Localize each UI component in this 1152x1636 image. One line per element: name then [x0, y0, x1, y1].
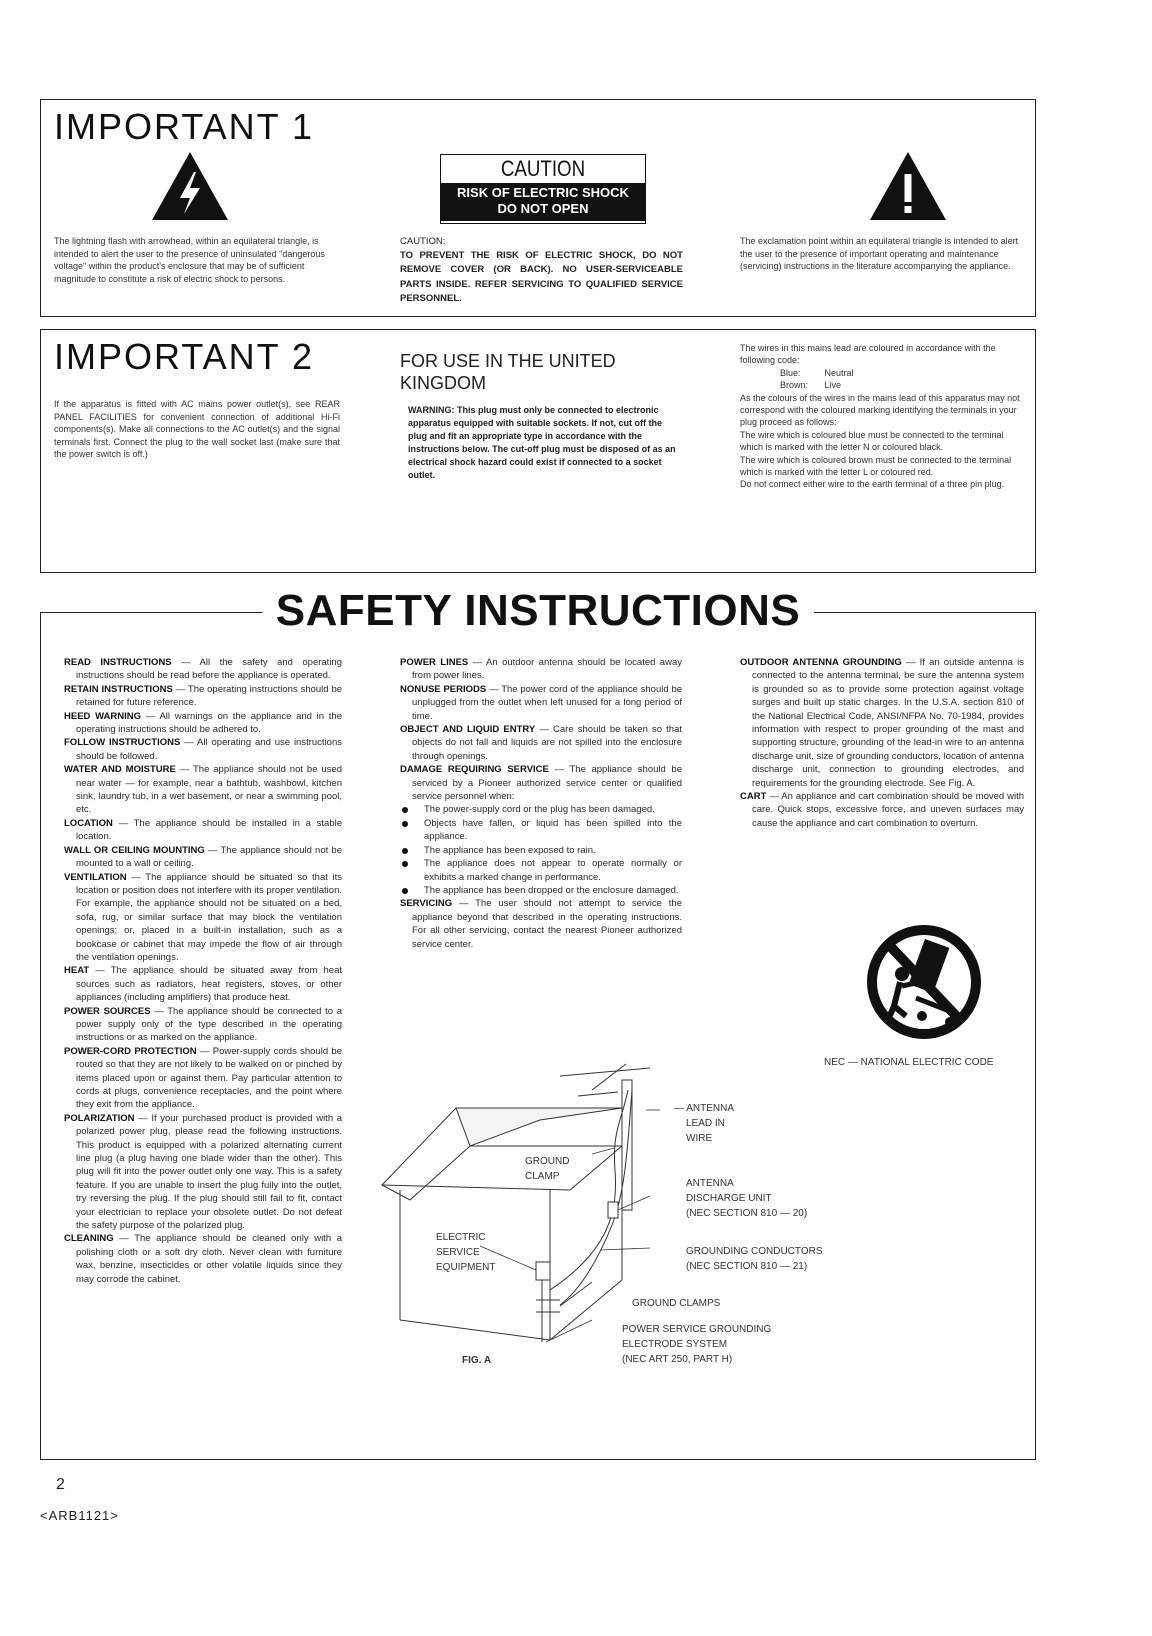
safety-entry-heading: DAMAGE REQUIRING SERVICE	[400, 764, 549, 776]
important-1-title: IMPORTANT 1	[54, 106, 315, 147]
safety-entry-heading: POWER LINES	[400, 657, 469, 668]
label-grounding-conductors-line-1: GROUNDING CONDUCTORS	[686, 1246, 823, 1257]
wire-blue-row	[740, 367, 1024, 379]
label-grounding-conductors	[686, 1244, 822, 1274]
safety-entry-heading: FOLLOW INSTRUCTIONS	[64, 737, 181, 749]
safety-entry-text: — The user should not attempt to service the appliance beyond that described in the operating instructions. For all other servicing, contact the nearest Pioneer authorized service center.	[412, 898, 683, 950]
safety-entry-heading: HEED WARNING	[64, 710, 142, 722]
label-grounding-conductors-line-2: (NEC SECTION 810 — 21)	[686, 1261, 808, 1272]
safety-entry-text: — The appliance should be serviced by a Pioneer authorized service center or qualified service personnel when:	[412, 764, 682, 803]
safety-entry	[64, 656, 342, 683]
safety-entry-heading: CLEANING	[64, 1233, 114, 1245]
exclamation-warning-icon	[868, 150, 948, 222]
safety-entry-text: — The power cord of the appliance should be unplugged from the outlet when left unused for a long period of time.	[412, 683, 683, 722]
caution-text: TO PREVENT THE RISK OF ELECTRIC SHOCK, DO NOT REMOVE COVER (OR BACK). NO USER-SERVICEABLE PARTS INSIDE. REFER SERVICING TO QUALIFIED SERVICE PERSONNEL.	[400, 250, 683, 304]
label-discharge-unit-line-1: ANTENNA	[686, 1178, 734, 1189]
safety-entry-text: — Care should be taken so that objects do not fall and liquids are not spilled into the enclosure through openings.	[412, 724, 683, 762]
label-power-service-line-1: POWER SERVICE GROUNDING	[622, 1324, 772, 1335]
safety-title-wrap	[0, 586, 1076, 636]
service-condition-item: The appliance does not appear to operate normally or exhibits a marked change in performance.	[400, 857, 682, 884]
lightning-warning-icon	[150, 150, 230, 222]
safety-entry-text: — All the safety and operating instructions should be read before the appliance is operated.	[76, 657, 342, 682]
label-discharge-unit-line-2: DISCHARGE UNIT	[686, 1193, 772, 1204]
safety-entry	[64, 871, 342, 965]
safety-entry-text: — The appliance should be cleaned only with a polishing cloth or a soft dry cloth. Never clean with furniture wax, benzine, insecticides or other volatile liquids since they may corrode the cabinet.	[76, 1233, 342, 1285]
lightning-description: The lightning flash with arrowhead, within an equilateral triangle, is intended to alert the user to the presence of uninsulated "dangerous voltage" within the product's enclosure that may be of sufficient magnitude to constitute a risk of electric shock to persons.	[54, 236, 325, 284]
wires-intro: The wires in this mains lead are coloured in accordance with the following code:	[740, 343, 996, 366]
apparatus-outlet-note: If the apparatus is fitted with AC mains power outlet(s), see REAR PANEL FACILITIES for convenient connection of additional Hi-Fi components(s). Make all connections to the AC outlet(s) and the signal terminals first. Connect the plug to the wall socket last (make sure that the power switch is off.)	[54, 399, 340, 460]
caution-heading: CAUTION:	[400, 236, 446, 247]
caution-label-title: CAUTION	[500, 156, 586, 181]
label-ground-clamp-line-2: CLAMP	[525, 1171, 560, 1182]
page-number: 2	[56, 1476, 65, 1493]
safety-entry-text: — The appliance should not be used near water — for example, near a bathtub, washbowl, kitchen sink, laundry tub, in a wet basement, or near a swimming pool, etc.	[76, 764, 342, 816]
safety-entry	[64, 1232, 342, 1286]
nec-note: NEC — NATIONAL ELECTRIC CODE	[824, 1057, 994, 1068]
wires-paragraph-2: The wire which is coloured blue must be connected to the terminal which is marked with the letter N or coloured black.	[740, 429, 1004, 453]
safety-entry-heading: OBJECT AND LIQUID ENTRY	[400, 724, 536, 736]
safety-entry-text: — All operating and use instructions should be followed.	[76, 737, 342, 762]
uk-use-title: FOR USE IN THE UNITED KINGDOM	[400, 351, 616, 393]
label-antenna-lead-line-2: LEAD IN	[686, 1118, 725, 1129]
mains-lead-colour-code	[740, 342, 1024, 491]
label-antenna-lead	[674, 1101, 734, 1146]
caution-shock-banner	[441, 183, 645, 221]
safety-entry-heading: POWER SOURCES	[64, 1005, 151, 1017]
exclamation-description: The exclamation point within an equilateral triangle is intended to alert the user to the presence of important operating and maintenance (servicing) instructions in the literature accompanying the appliance.	[740, 236, 1019, 272]
safety-entry-text: — If an outside antenna is connected to the antenna terminal, be sure the antenna system is grounded so as to provide some protection against voltage surges and built up static charges. In the U.S.A. section 810 of the National Electrical Code, ANSI/NFPA No. 70-1984, provides information with respect to proper grounding of the mast and supporting structure, grounding of the lead-in wire to an antenna discharge unit, size of grounding conductors, location of antenna discharge unit, connection to grounding electrodes, and requirements for the grounding electrode. See Fig. A.	[752, 657, 1024, 789]
wire-blue-label: Blue:	[780, 367, 801, 378]
safety-entry	[64, 1005, 342, 1045]
safety-entry-heading: HEAT	[64, 965, 90, 977]
label-antenna-lead-line-1: — ANTENNA	[674, 1103, 735, 1114]
safety-entry-heading: OUTDOOR ANTENNA GROUNDING	[740, 657, 902, 668]
label-discharge-unit	[686, 1176, 807, 1221]
safety-entry-heading: RETAIN INSTRUCTIONS	[64, 683, 173, 695]
safety-entry-text: — The appliance should be connected to a power supply only of the type described in the operating instructions or as marked on the appliance.	[76, 1005, 342, 1044]
service-condition-item: Objects have fallen, or liquid has been spilled into the appliance.	[400, 817, 682, 844]
label-antenna-lead-line-3: WIRE	[686, 1133, 713, 1144]
caution-shock-line-1: RISK OF ELECTRIC SHOCK	[457, 185, 629, 200]
safety-entry-text: — The operating instructions should be retained for future reference.	[76, 683, 343, 709]
document-code: <ARB1121>	[40, 1508, 119, 1523]
safety-entry-heading: VENTILATION	[64, 871, 127, 883]
safety-entry-text: — All warnings on the appliance and in the operating instructions should be adhered to.	[76, 710, 342, 736]
wires-paragraph-4: Do not connect either wire to the earth terminal of a three pin plug.	[740, 479, 1005, 490]
label-power-service-line-3: (NEC ART 250, PART H)	[622, 1354, 733, 1365]
safety-entry-text: — An appliance and cart combination should be moved with care. Quick stops, excessive force, and uneven surfaces may cause the appliance and cart combination to overturn.	[752, 791, 1025, 829]
service-condition-item: The appliance has been dropped or the enclosure damaged.	[400, 884, 682, 897]
service-condition-item: The appliance has been exposed to rain.	[400, 844, 682, 857]
safety-entry-heading: POWER-CORD PROTECTION	[64, 1045, 197, 1057]
safety-entry-text: — An outdoor antenna should be located away from power lines.	[412, 657, 682, 682]
safety-entry-heading: NONUSE PERIODS	[400, 683, 487, 695]
safety-entry	[64, 763, 342, 817]
wire-brown-value: Live	[824, 380, 842, 391]
safety-entry-text: — The appliance should be installed in a stable location.	[76, 817, 342, 843]
wire-brown-row	[740, 379, 1024, 391]
safety-entry-text: — If your purchased product is provided with a polarized power plug, please read the following instructions. This product is equipped with a polarized alternating current line plug (a plug having one blade wider than the other). This plug will fit into the power outlet only one way. This is a safety feature. If you are unable to insert the plug fully into the outlet, try reversing the plug. If the plug should still fail to fit, contact your electrician to replace your obsolete outlet. Do not defeat the safety purpose of the polarized plug.	[76, 1112, 343, 1232]
safety-entry-heading: SERVICING	[400, 898, 453, 910]
caution-shock-line-2: DO NOT OPEN	[497, 201, 589, 216]
safety-entry-servicing	[400, 897, 682, 951]
safety-title: SAFETY INSTRUCTIONS	[262, 586, 815, 635]
safety-entry-text: — The appliance should not be mounted to a wall or ceiling.	[76, 844, 343, 870]
label-ground-clamp-line-1: GROUND	[525, 1156, 570, 1167]
safety-entry-heading: READ INSTRUCTIONS	[64, 657, 172, 668]
safety-entry	[400, 683, 682, 723]
safety-entry	[64, 817, 342, 844]
safety-entry	[740, 656, 1024, 790]
label-discharge-unit-line-3: (NEC SECTION 810 — 20)	[686, 1208, 808, 1219]
label-electric-service-line-2: SERVICE	[436, 1247, 480, 1258]
wires-paragraph-1: As the colours of the wires in the mains lead of this apparatus may not correspond with the coloured marking identifying the terminals in your plug proceed as follows:	[740, 392, 1020, 428]
safety-entry-heading: CART	[740, 791, 767, 803]
safety-entry-text: — The appliance should be situated so that its location or position does not interfere with its proper ventilation. For example, the appliance should not be situated on a bed, sofa, rug, or similar surface that may block the ventilation openings; or, placed in a built-in installation, such as a bookcase or cabinet that may impede the flow of air through the ventilation openings.	[76, 871, 343, 963]
safety-entry-text: — The appliance should be situated away from heat sources such as radiators, heat registers, stoves, or other appliances (including amplifiers) that produce heat.	[76, 965, 342, 1004]
important-2-title: IMPORTANT 2	[54, 336, 315, 377]
label-electric-service-line-1: ELECTRIC	[436, 1232, 486, 1243]
label-electric-service	[436, 1230, 495, 1275]
wire-brown-label: Brown:	[780, 380, 809, 391]
safety-entry-heading: POLARIZATION	[64, 1112, 135, 1124]
safety-entry-heading: LOCATION	[64, 817, 113, 829]
service-condition-item: The power-supply cord or the plug has been damaged.	[400, 803, 682, 816]
wire-blue-value: Neutral	[824, 367, 854, 378]
safety-entry	[400, 723, 682, 763]
safety-entry-heading: WALL OR CEILING MOUNTING	[64, 844, 205, 856]
safety-entry	[400, 763, 682, 803]
safety-entry	[64, 844, 342, 871]
label-power-service-grounding	[622, 1322, 771, 1367]
safety-column-3	[740, 656, 1024, 830]
safety-entry	[64, 710, 342, 737]
safety-column-1	[64, 656, 342, 1286]
label-ground-clamps: GROUND CLAMPS	[632, 1298, 721, 1309]
figure-label: FIG. A	[462, 1355, 492, 1366]
safety-entry	[64, 736, 342, 763]
safety-entry	[64, 964, 342, 1004]
label-ground-clamp	[525, 1154, 569, 1184]
safety-entry	[64, 1112, 342, 1233]
label-power-service-line-2: ELECTRODE SYSTEM	[622, 1339, 728, 1350]
safety-column-2	[400, 656, 682, 951]
cart-tipover-warning-icon	[866, 922, 982, 1040]
caution-text-block	[400, 235, 683, 306]
wires-paragraph-3: The wire which is coloured brown must be connected to the terminal which is marked with the letter L or coloured red.	[740, 454, 1012, 478]
label-electric-service-line-3: EQUIPMENT	[436, 1262, 496, 1273]
safety-entry	[740, 790, 1024, 830]
caution-label-box	[440, 154, 646, 224]
safety-entry	[400, 656, 682, 683]
safety-entry-heading: WATER AND MOISTURE	[64, 764, 176, 776]
uk-plug-warning: WARNING: This plug must only be connected to electronic apparatus equipped with suitable sockets. If not, cut off the plug and fit an appropriate type in accordance with the instructions below. The cut-off plug must be disposed of as an electrical shock hazard could exist if connected to a socket outlet.	[408, 405, 676, 480]
safety-entry	[64, 683, 342, 710]
safety-entry-text: — Power-supply cords should be routed so that they are not likely to be walked on or pinched by items placed upon or against them. Pay particular attention to cords at plugs, convenience receptacles, and the point where they exit from the appliance.	[76, 1045, 342, 1111]
safety-entry	[64, 1045, 342, 1112]
